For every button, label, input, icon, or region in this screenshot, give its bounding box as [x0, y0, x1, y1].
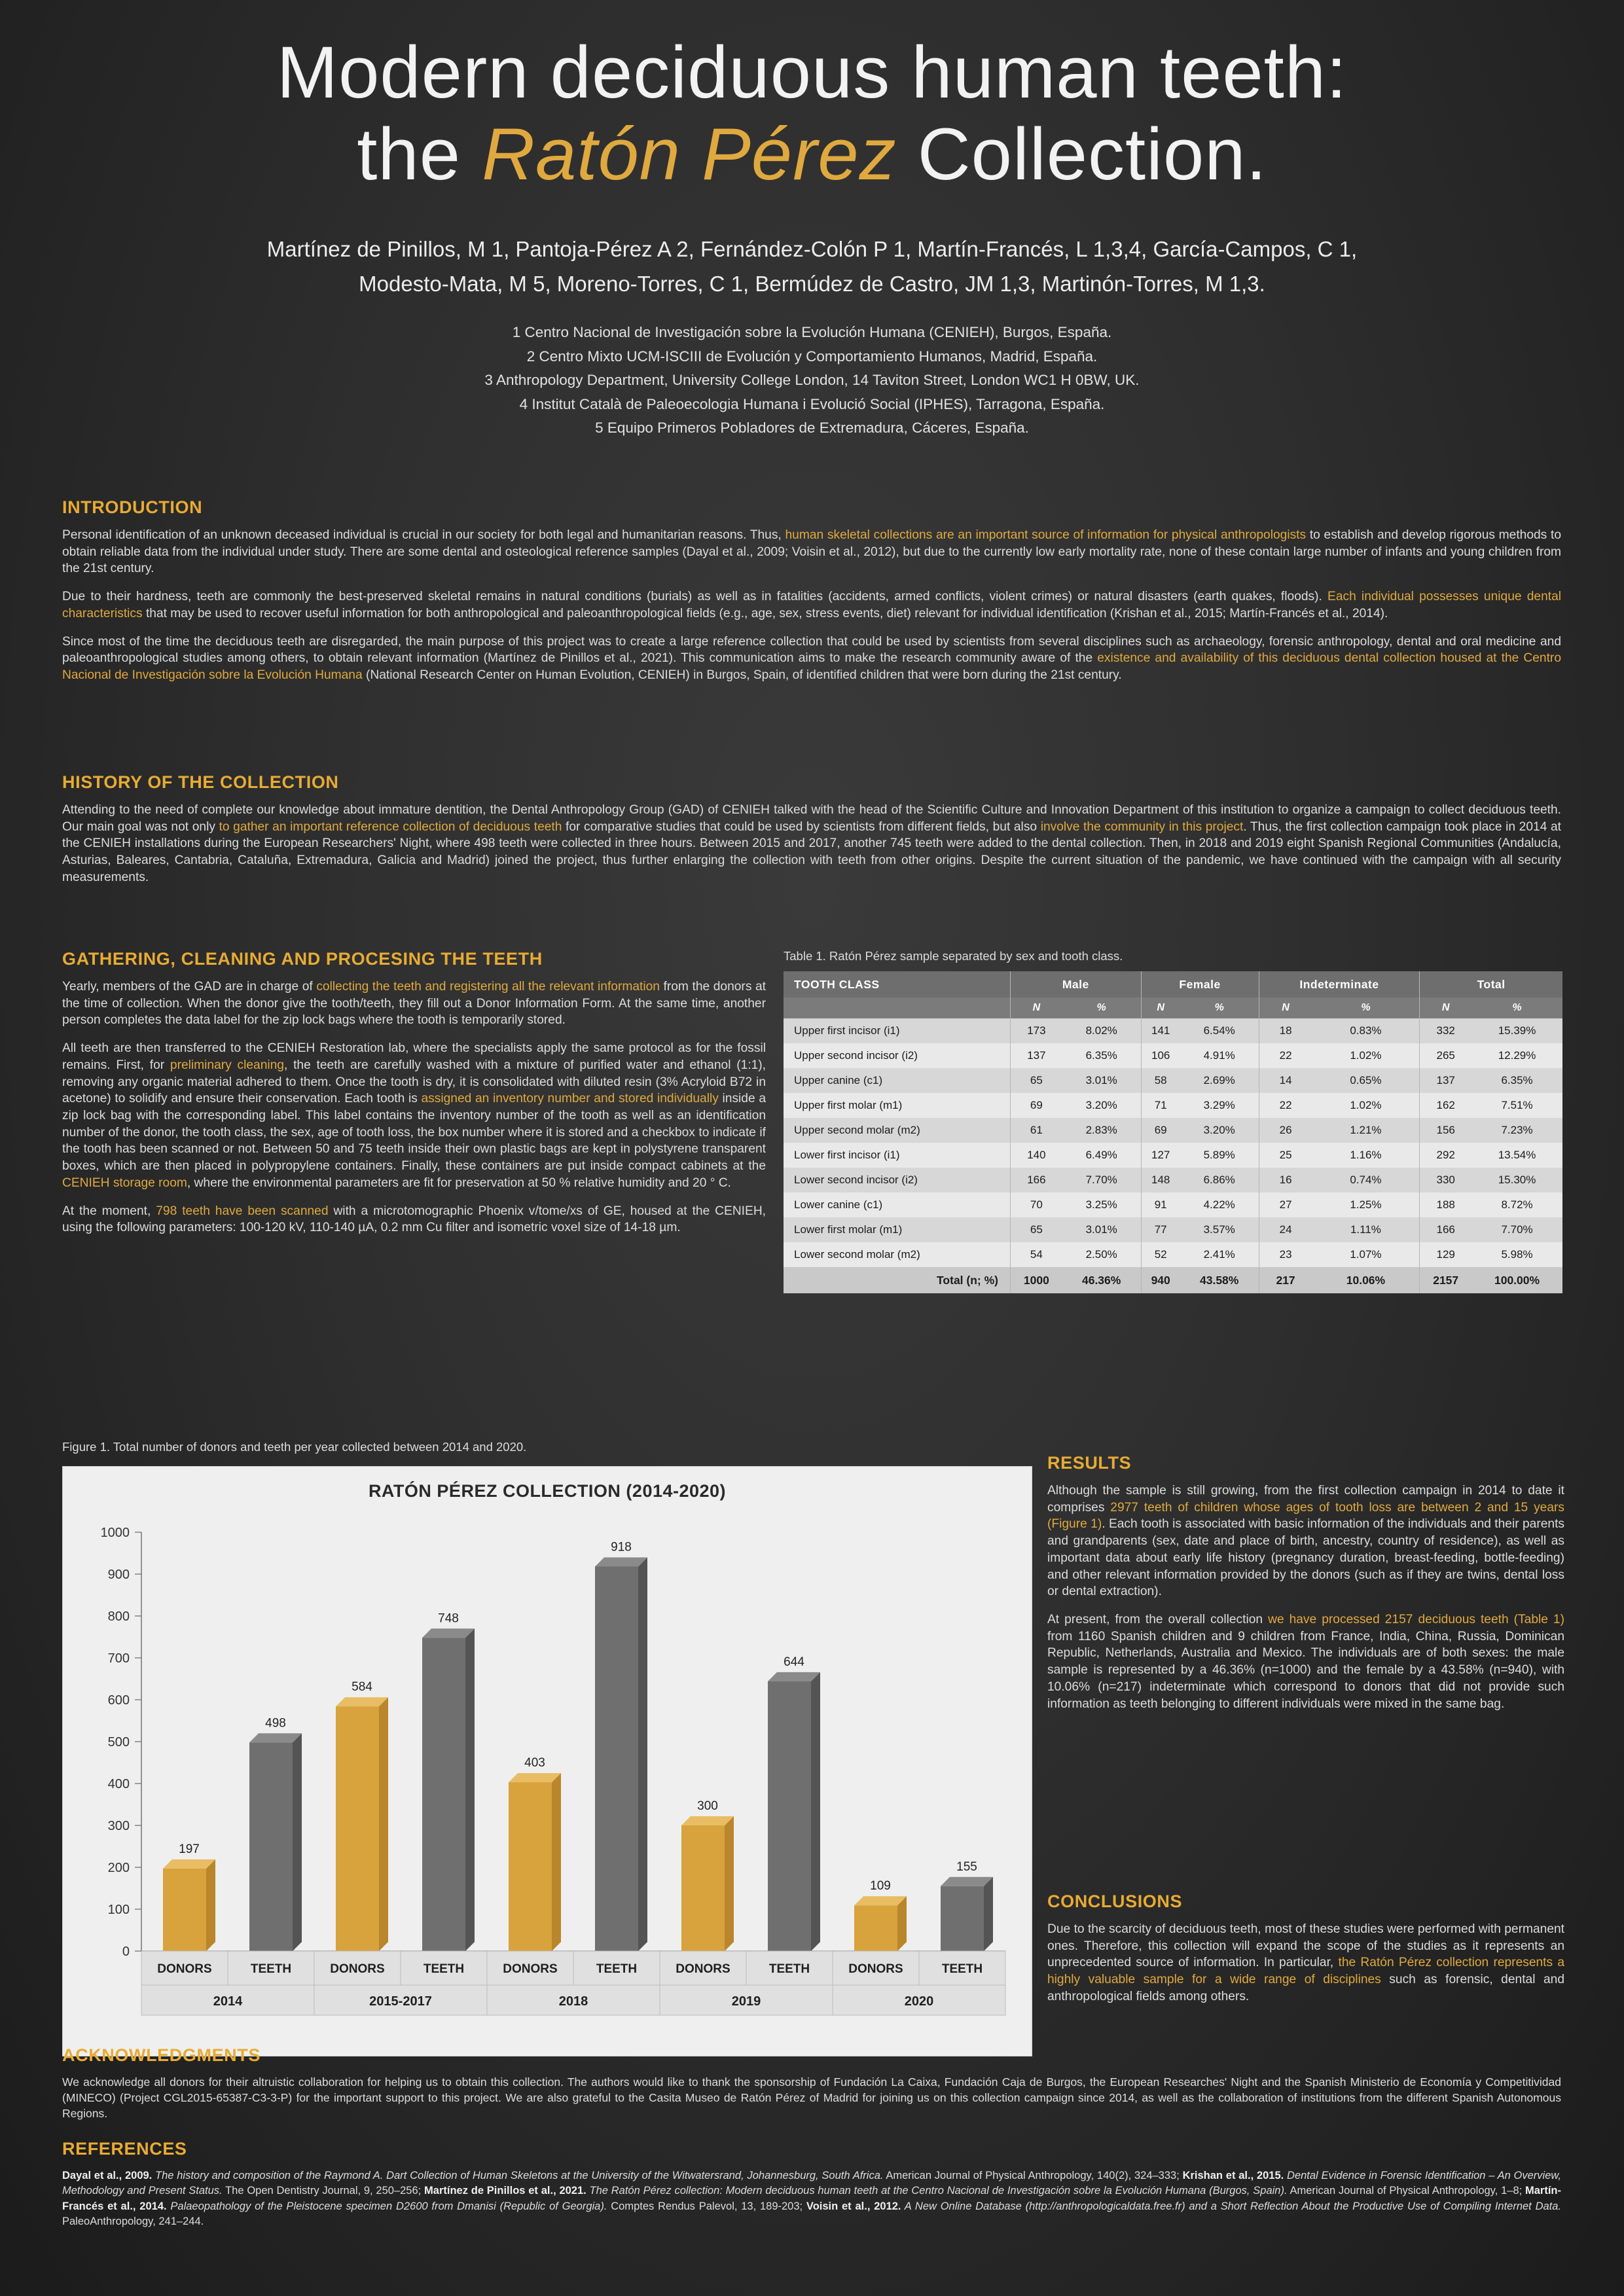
table1-subheader-pct: %	[1062, 997, 1141, 1018]
svg-text:800: 800	[107, 1609, 130, 1624]
table1-subheader-n: N	[1141, 997, 1180, 1018]
table1-cell: 3.57%	[1180, 1217, 1259, 1242]
table1-cell: 6.54%	[1180, 1018, 1259, 1043]
svg-text:DONORS: DONORS	[848, 1962, 903, 1976]
table1-cell: 106	[1141, 1043, 1180, 1068]
table-row	[784, 1168, 1562, 1193]
table1-cell: 7.51%	[1471, 1093, 1562, 1118]
table1-cell: 5.89%	[1180, 1143, 1259, 1168]
table1-cell: 2.50%	[1062, 1242, 1141, 1267]
table1-total-cell: 46.36%	[1062, 1267, 1141, 1293]
section-conclusions	[1047, 1892, 1564, 2017]
history-paragraph-1	[62, 802, 1561, 886]
table1-cell: 3.01%	[1062, 1217, 1141, 1242]
affiliation-list	[0, 321, 1624, 440]
table1-subheader-blank	[784, 997, 1011, 1018]
table1-cell: 1.02%	[1312, 1093, 1420, 1118]
section-history	[62, 772, 1561, 897]
table1-cell: 7.23%	[1471, 1118, 1562, 1143]
table1	[784, 971, 1562, 1293]
svg-text:DONORS: DONORS	[503, 1962, 558, 1976]
table1-cell: 6.86%	[1180, 1168, 1259, 1193]
table1-cell: 332	[1420, 1018, 1471, 1043]
chart-canvas	[63, 1467, 1032, 2056]
reference-source: PaleoAnthropology, 241–244.	[62, 2215, 204, 2228]
table1-cell: 1.16%	[1312, 1143, 1420, 1168]
text-run: , where the environmental parameters are fit for preservation at 50 % relative humidity and 20 ° C.	[187, 1175, 731, 1190]
conclusions-heading: CONCLUSIONS	[1047, 1892, 1183, 1911]
svg-text:200: 200	[107, 1861, 130, 1875]
text-run: from 1160 Spanish children and 9 children from France, India, China, Russia, Dominican Republic, Netherlands, Australia and Mexico. The individuals are of both sexes: the male sample is represented by a 46.36% (n=1000) and the female by a 43.58% (n=940), with 10.06% (n=217) indeterminate which correspond to donors that did not provide such information as teeth belonging to different individuals were mixed in the same bag.	[1047, 1629, 1564, 1711]
title-line-2-pre: the	[357, 113, 482, 196]
svg-text:403: 403	[524, 1756, 545, 1770]
text-run: from the donors at the time of collection. When the donor give the tooth/teeth, they fill out a Donor Information Form. At the same time, another person completes the data label for the zip lock bags where the tooth is temporarily stored.	[62, 980, 766, 1028]
author-list	[0, 232, 1624, 302]
table1-subheader-pct: %	[1312, 997, 1420, 1018]
table1-subheader-n: N	[1011, 997, 1062, 1018]
highlight-run: assigned an inventory number and stored individually	[421, 1092, 719, 1106]
table1-cell: 14	[1259, 1068, 1312, 1093]
table1-total-cell: 2157	[1420, 1267, 1471, 1293]
title-line-1: Modern deciduous human teeth:	[276, 31, 1348, 113]
gathering-paragraph-2	[62, 1040, 766, 1191]
table1-total-cell: 100.00%	[1471, 1267, 1562, 1293]
table1-cell: 173	[1011, 1018, 1062, 1043]
table1-cell: 54	[1011, 1242, 1062, 1267]
text-run: inside a zip lock bag with the corresponding label. This label contains the inventory number of the tooth as well as an identification number of the donor, the tooth class, the sex, age of tooth loss, the box number where it is stored and a checkbox to indicate if the tooth has been scanned or not. Between 50 and 75 teeth inside their own plastic bags are kept in polystyrene transparent boxes, which are then placed in polypropylene containers. Finally, these containers are put inside compact cabinets at the	[62, 1092, 767, 1174]
svg-text:584: 584	[352, 1680, 372, 1695]
text-run: such as forensic, dental and anthropological fields among others.	[1047, 1973, 1564, 2003]
table-row	[784, 1118, 1562, 1143]
table1-row-label: Upper second molar (m2)	[784, 1118, 1011, 1143]
table1-cell: 1.21%	[1312, 1118, 1420, 1143]
svg-text:155: 155	[956, 1859, 977, 1874]
svg-text:2019: 2019	[731, 1994, 761, 2009]
svg-text:197: 197	[179, 1842, 200, 1856]
text-run: Due to their hardness, teeth are commonly the best-preserved skeletal remains in natural conditions (burials) as well as in fatalities (accidents, armed conflicts, violent crimes) or natural disasters (earth quakes, floods).	[62, 590, 1328, 604]
section-gathering	[62, 949, 766, 1247]
table1-cell: 0.65%	[1312, 1068, 1420, 1093]
table1-total-cell: 940	[1141, 1267, 1180, 1293]
svg-text:918: 918	[611, 1540, 632, 1554]
table1-row-label: Lower first incisor (i1)	[784, 1143, 1011, 1168]
table1-total-label: Total (n; %)	[784, 1267, 1011, 1293]
svg-text:TEETH: TEETH	[423, 1962, 465, 1976]
highlight-run: we have processed 2157 deciduous teeth (Table 1)	[1268, 1613, 1564, 1627]
svg-text:300: 300	[107, 1819, 130, 1833]
table1-row-label: Lower first molar (m1)	[784, 1217, 1011, 1242]
table1-cell: 3.20%	[1180, 1118, 1259, 1143]
table1-cell: 330	[1420, 1168, 1471, 1193]
svg-text:2015-2017: 2015-2017	[369, 1994, 432, 2009]
svg-text:TEETH: TEETH	[941, 1962, 983, 1976]
table1-total-cell: 10.06%	[1312, 1267, 1420, 1293]
svg-text:DONORS: DONORS	[157, 1962, 212, 1976]
svg-text:644: 644	[784, 1655, 804, 1669]
table1-block	[784, 949, 1562, 1293]
title-emphasis: Ratón Pérez	[482, 113, 897, 196]
table1-cell: 7.70%	[1471, 1217, 1562, 1242]
table1-cell: 65	[1011, 1068, 1062, 1093]
table1-cell: 69	[1141, 1118, 1180, 1143]
table1-cell: 24	[1259, 1217, 1312, 1242]
table1-row-label: Lower second incisor (i2)	[784, 1168, 1011, 1193]
text-run: to establish and develop rigorous methods to obtain reliable data from the individual under study. There are some dental and osteological reference samples (Dayal et al., 2009; Voisin et al., 2012), but due to the currently low early mortality rate, none of these contain large number of infants and young children from the 21st century.	[62, 528, 1561, 576]
table1-cell: 1.25%	[1312, 1193, 1420, 1217]
table1-cell: 23	[1259, 1242, 1312, 1267]
conclusions-paragraph-1	[1047, 1921, 1564, 2005]
text-run: . Thus, the first collection campaign took place in 2014 at the CENIEH installations during the European Researchers' Night, where 498 teeth were collected in three hours. Between 2015 and 2017, another 745 teeth were added to the dental collection. Then, in 2018 and 2019 eight Spanish Regional Communities (Andalucía, Asturias, Baleares, Cantabria, Cataluña, Extremadura, Galicia and Madrid) joined the project, thus further enlarging the collection with teeth from other origins. Despite the current situation of the pandemic, we have continued with the campaign with all security measurements.	[62, 819, 1561, 884]
reference-title: The history and composition of the Raymond A. Dart Collection of Human Skeletons at the University of the Witwatersrand, Johannesburg, South Africa.	[152, 2170, 884, 2181]
text-run: Although the sample is still growing, from the first collection campaign in 2014 to date it comprises	[1047, 1484, 1564, 1515]
svg-text:TEETH: TEETH	[596, 1962, 638, 1976]
table1-cell: 2.83%	[1062, 1118, 1141, 1143]
table-row	[784, 1193, 1562, 1217]
reference-title: Dental Evidence in Forensic Identification – An Overview, Methodology and Present Status.	[62, 2170, 1561, 2197]
affiliation-item: 5 Equipo Primeros Pobladores de Extremadura, Cáceres, España.	[595, 420, 1029, 437]
table-row	[784, 1043, 1562, 1068]
gathering-paragraph-1	[62, 978, 766, 1029]
table1-cell: 18	[1259, 1018, 1312, 1043]
highlight-run: the Ratón Pérez collection represents a highly valuable sample for a wide range of disciplines	[1047, 1956, 1565, 1987]
table1-cell: 5.98%	[1471, 1242, 1562, 1267]
introduction-paragraph-2	[62, 588, 1561, 622]
highlight-run: 798 teeth have been scanned	[156, 1204, 329, 1218]
table1-cell: 137	[1420, 1068, 1471, 1093]
reference-title: A New Online Database (http://anthropologicaldata.free.fr) and a Short Reflection About the Productive Use of Compiling Internet Data.	[901, 2200, 1562, 2212]
svg-text:TEETH: TEETH	[250, 1962, 292, 1976]
table1-cell: 3.01%	[1062, 1068, 1141, 1093]
svg-text:700: 700	[107, 1651, 130, 1666]
table1-cell: 1.11%	[1312, 1217, 1420, 1242]
text-run: Personal identification of an unknown deceased individual is crucial in our society for both legal and humanitarian reasons. Thus,	[62, 528, 785, 542]
text-run: All teeth are then transferred to the CENIEH Restoration lab, where the specialists apply the same protocol as for the fossil remains. First, for	[62, 1041, 766, 1072]
figure1-caption: Figure 1. Total number of donors and teeth per year collected between 2014 and 2020.	[62, 1440, 527, 1454]
section-references	[62, 2139, 1561, 2230]
table1-cell: 3.29%	[1180, 1093, 1259, 1118]
acknowledgments-heading: ACKNOWLEDGMENTS	[62, 2045, 261, 2065]
svg-text:2014: 2014	[213, 1994, 243, 2009]
reference-author: Krishan et al., 2015.	[1182, 2170, 1284, 2181]
table1-cell: 91	[1141, 1193, 1180, 1217]
table1-cell: 8.72%	[1471, 1193, 1562, 1217]
table1-subheader-n: N	[1420, 997, 1471, 1018]
reference-author: Martínez de Pinillos et al., 2021.	[424, 2185, 586, 2197]
references-text	[62, 2168, 1561, 2230]
table-row	[784, 1143, 1562, 1168]
table1-cell: 265	[1420, 1043, 1471, 1068]
table1-cell: 6.35%	[1062, 1043, 1141, 1068]
highlight-run: 2977 teeth of children whose ages of tooth loss are between 2 and 15 years (Figure 1)	[1047, 1500, 1565, 1532]
svg-text:2018: 2018	[558, 1994, 588, 2009]
table1-cell: 65	[1011, 1217, 1062, 1242]
affiliation-item: 4 Institut Català de Paleoecologia Humana i Evolució Social (IPHES), Tarragona, España.	[519, 395, 1105, 412]
table1-cell: 1.07%	[1312, 1242, 1420, 1267]
table1-cell: 292	[1420, 1143, 1471, 1168]
table1-total-cell: 217	[1259, 1267, 1312, 1293]
table-row	[784, 1242, 1562, 1267]
text-run: Since most of the time the deciduous teeth are disregarded, the main purpose of this project was to create a large reference collection that could be used by scientists from several disciplines such as archaeology, forensic anthropology, dental and oral medicine and paleoanthropological studies among others, to obtain relevant information (Martínez de Pinillos et al., 2021). This communication aims to make the research community aware of the	[62, 634, 1561, 666]
table1-row-label: Lower canine (c1)	[784, 1193, 1011, 1217]
title-line-2	[0, 113, 1624, 195]
svg-text:DONORS: DONORS	[676, 1962, 731, 1976]
table1-row-label: Upper first molar (m1)	[784, 1093, 1011, 1118]
text-run: Due to the scarcity of deciduous teeth, most of these studies were performed with permanent ones. Therefore, this collection will expand the scope of the studies as it represents an unprecedented source of information. In particular,	[1047, 1922, 1564, 1970]
reference-source: The Open Dentistry Journal, 9, 250–256;	[222, 2185, 425, 2197]
section-results	[1047, 1453, 1564, 1723]
table1-cell: 1.02%	[1312, 1043, 1420, 1068]
chart-title: RATÓN PÉREZ COLLECTION (2014-2020)	[368, 1481, 727, 1501]
results-paragraph-1	[1047, 1482, 1564, 1600]
text-run: Attending to the need of complete our knowledge about immature dentition, the Dental Anthropology Group (GAD) of CENIEH talked with the head of the Scientific Culture and Innovation Department of this institution to organize a campaign to collect deciduous teeth. Our main goal was not only	[62, 803, 1561, 834]
svg-text:498: 498	[265, 1716, 286, 1731]
table1-total-row	[784, 1267, 1562, 1293]
reference-title: Palaeopathology of the Pleistocene specimen D2600 from Dmanisi (Republic of Georgia).	[166, 2200, 607, 2212]
reference-author: Martín-Francés et al., 2014.	[62, 2185, 1561, 2212]
table1-cell: 71	[1141, 1093, 1180, 1118]
table1-row-label: Upper first incisor (i1)	[784, 1018, 1011, 1043]
table1-cell: 7.70%	[1062, 1168, 1141, 1193]
table1-cell: 166	[1420, 1217, 1471, 1242]
table1-cell: 25	[1259, 1143, 1312, 1168]
author-line-1: Martínez de Pinillos, M 1, Pantoja-Pérez A 2, Fernández-Colón P 1, Martín-Francés, L 1,3,4, García-Campos, C 1,	[266, 236, 1358, 261]
table1-cell: 6.35%	[1471, 1068, 1562, 1093]
table1-cell: 129	[1420, 1242, 1471, 1267]
svg-text:600: 600	[107, 1693, 130, 1708]
table1-cell: 26	[1259, 1118, 1312, 1143]
table1-row-label: Lower second molar (m2)	[784, 1242, 1011, 1267]
text-run: . Each tooth is associated with basic information of the individuals and their parents and grandparents (sex, date and place of birth, ancestry, country of residence), as well as important data about early life history (pregnancy duration, breast-feeding, bottle-feeding) and other relevant information provided by the donors (such as if they are twins, dental loss or dental extraction).	[1047, 1517, 1564, 1599]
table-row	[784, 1068, 1562, 1093]
table1-cell: 4.22%	[1180, 1193, 1259, 1217]
history-heading: HISTORY OF THE COLLECTION	[62, 772, 339, 792]
table1-cell: 12.29%	[1471, 1043, 1562, 1068]
gathering-heading: GATHERING, CLEANING AND PROCESING THE TEETH	[62, 949, 543, 969]
reference-author: Dayal et al., 2009.	[62, 2170, 153, 2181]
table1-cell: 22	[1259, 1043, 1312, 1068]
table1-cell: 58	[1141, 1068, 1180, 1093]
table1-cell: 0.83%	[1312, 1018, 1420, 1043]
reference-author: Voisin et al., 2012.	[806, 2200, 901, 2212]
table1-cell: 2.41%	[1180, 1242, 1259, 1267]
table-row	[784, 1217, 1562, 1242]
reference-source: American Journal of Physical Anthropology, 1–8;	[1287, 2185, 1525, 2197]
table1-total-cell: 43.58%	[1180, 1267, 1259, 1293]
table1-header-total: Total	[1420, 971, 1562, 997]
section-introduction	[62, 497, 1561, 695]
introduction-heading: INTRODUCTION	[62, 497, 203, 517]
table1-header-indeterminate: Indeterminate	[1259, 971, 1420, 997]
table1-cell: 0.74%	[1312, 1168, 1420, 1193]
highlight-run: collecting the teeth and registering all the relevant information	[316, 980, 660, 994]
introduction-paragraph-3	[62, 634, 1561, 684]
table1-cell: 4.91%	[1180, 1043, 1259, 1068]
section-acknowledgments	[62, 2045, 1561, 2121]
svg-text:400: 400	[107, 1777, 130, 1791]
author-line-2: Modesto-Mata, M 5, Moreno-Torres, C 1, Bermúdez de Castro, JM 1,3, Martinón-Torres, M 1,3.	[359, 271, 1265, 296]
table1-cell: 61	[1011, 1118, 1062, 1143]
table1-cell: 148	[1141, 1168, 1180, 1193]
table1-cell: 162	[1420, 1093, 1471, 1118]
acknowledgments-text: We acknowledge all donors for their altruistic collaboration for helping us to obtain this collection. The authors would like to thank the sponsorship of Fundación La Caixa, Fundación Caja de Burgos, the European Researches' Night and the Spanish Ministerio de Economía y Competitividad (MINECO) (Project CGL2015-65387-C3-3-P) for the important support to this project. We are also grateful to the Casita Museo de Ratón Pérez of Madrid for joining us on this collection campaign since 2014, as well as the collaboration of institutions from the different Spanish Autonomous Regions.	[62, 2075, 1561, 2120]
table1-cell: 166	[1011, 1168, 1062, 1193]
table1-cell: 137	[1011, 1043, 1062, 1068]
gathering-paragraph-3	[62, 1203, 766, 1236]
table1-header-male: Male	[1011, 971, 1142, 997]
table1-row-label: Upper canine (c1)	[784, 1068, 1011, 1093]
table-row	[784, 1018, 1562, 1043]
table1-subheader-pct: %	[1180, 997, 1259, 1018]
text-run: Yearly, members of the GAD are in charge of	[62, 980, 317, 994]
table1-cell: 3.20%	[1062, 1093, 1141, 1118]
table1-cell: 15.39%	[1471, 1018, 1562, 1043]
table1-header-toothclass: TOOTH CLASS	[784, 971, 1011, 997]
references-heading: REFERENCES	[62, 2139, 187, 2159]
reference-source: Comptes Rendus Palevol, 13, 189-203;	[607, 2200, 806, 2212]
svg-text:500: 500	[107, 1735, 130, 1749]
reference-title: The Ratón Pérez collection: Modern deciduous human teeth at the Centro Nacional de Investigación sobre la Evolución Humana (Burgos, Spain).	[586, 2185, 1288, 2197]
poster-title	[0, 0, 1624, 196]
text-run: At the moment,	[62, 1204, 156, 1218]
table1-cell: 70	[1011, 1193, 1062, 1217]
highlight-run: existence and availability of this deciduous dental collection housed at the Centro Nacional de Investigación sobre la Evolución Humana	[62, 651, 1561, 683]
svg-text:2020: 2020	[904, 1994, 934, 2009]
table1-total-cell: 1000	[1011, 1267, 1062, 1293]
svg-text:300: 300	[697, 1799, 718, 1813]
table1-cell: 6.49%	[1062, 1143, 1141, 1168]
highlight-run: to gather an important reference collection of deciduous teeth	[219, 819, 562, 834]
highlight-run: Each individual possesses unique dental characteristics	[62, 590, 1562, 620]
table1-cell: 22	[1259, 1093, 1312, 1118]
svg-text:900: 900	[107, 1568, 130, 1582]
text-run: that may be used to recover useful information for both anthropological and paleoanthropological fields (e.g., age, sex, stress events, diet) relevant for individual identification (Krishan et al., 2015; Martín-Francés et al., 2014).	[142, 606, 1388, 620]
svg-text:109: 109	[870, 1879, 891, 1893]
figure1	[62, 1466, 1032, 2056]
results-paragraph-2	[1047, 1611, 1564, 1712]
table1-cell: 140	[1011, 1143, 1062, 1168]
svg-text:TEETH: TEETH	[768, 1962, 810, 1976]
svg-text:1000: 1000	[100, 1526, 130, 1540]
table1-cell: 2.69%	[1180, 1068, 1259, 1093]
table1-row-label: Upper second incisor (i2)	[784, 1043, 1011, 1068]
table1-header-female: Female	[1141, 971, 1259, 997]
svg-text:0: 0	[122, 1945, 130, 1959]
table1-cell: 141	[1141, 1018, 1180, 1043]
affiliation-item: 2 Centro Mixto UCM-ISCIII de Evolución y Comportamiento Humanos, Madrid, España.	[526, 348, 1098, 365]
table1-sub-header-row	[784, 997, 1562, 1018]
text-run: with a microtomographic Phoenix v/tome/xs of GE, housed at the CENIEH, using the following parameters: 100-120 kV, 110-140 µA, 0.2 mm Cu filter and isometric voxel size of 14-18 µm.	[62, 1204, 767, 1235]
title-line-2-post: Collection.	[896, 113, 1267, 196]
table1-cell: 188	[1420, 1193, 1471, 1217]
svg-text:748: 748	[438, 1611, 459, 1626]
text-run: , the teeth are carefully washed with a mixture of purified water and ethanol (1:1), removing any organic material adhered to them. Once the tooth is dry, it is consolidated with diluted resin (3% Acryloid B72 in acetone) to solidify and ensure their conservation. Each tooth is	[62, 1058, 767, 1106]
table1-cell: 156	[1420, 1118, 1471, 1143]
table1-cell: 52	[1141, 1242, 1180, 1267]
table1-caption: Table 1. Ratón Pérez sample separated by sex and tooth class.	[784, 949, 1123, 963]
svg-text:100: 100	[107, 1903, 130, 1917]
table1-cell: 27	[1259, 1193, 1312, 1217]
table1-cell: 13.54%	[1471, 1143, 1562, 1168]
text-run: for comparative studies that could be used by scientists from different fields, but also	[562, 819, 1041, 834]
table1-group-header-row	[784, 971, 1562, 997]
highlight-run: preliminary cleaning	[170, 1058, 284, 1072]
table1-cell: 69	[1011, 1093, 1062, 1118]
affiliation-item: 1 Centro Nacional de Investigación sobre la Evolución Humana (CENIEH), Burgos, España.	[512, 324, 1112, 341]
table1-cell: 15.30%	[1471, 1168, 1562, 1193]
svg-text:DONORS: DONORS	[330, 1962, 385, 1976]
text-run: (National Research Center on Human Evolution, CENIEH) in Burgos, Spain, of identified children that were born during the 21st century.	[362, 668, 1122, 683]
table1-cell: 127	[1141, 1143, 1180, 1168]
highlight-run: CENIEH storage room	[62, 1175, 187, 1190]
highlight-run: human skeletal collections are an important source of information for physical anthropologists	[785, 528, 1307, 542]
highlight-run: involve the community in this project	[1040, 819, 1244, 834]
results-heading: RESULTS	[1047, 1453, 1132, 1473]
introduction-paragraph-1	[62, 527, 1561, 577]
text-run: At present, from the overall collection	[1047, 1613, 1269, 1627]
affiliation-item: 3 Anthropology Department, University College London, 14 Taviton Street, London WC1 H 0BW, UK.	[484, 372, 1140, 389]
reference-source: American Journal of Physical Anthropology, 140(2), 324–333;	[883, 2170, 1183, 2181]
table1-cell: 8.02%	[1062, 1018, 1141, 1043]
table-row	[784, 1093, 1562, 1118]
table1-subheader-pct: %	[1471, 997, 1562, 1018]
table1-subheader-n: N	[1259, 997, 1312, 1018]
table1-cell: 77	[1141, 1217, 1180, 1242]
table1-cell: 3.25%	[1062, 1193, 1141, 1217]
table1-cell: 16	[1259, 1168, 1312, 1193]
